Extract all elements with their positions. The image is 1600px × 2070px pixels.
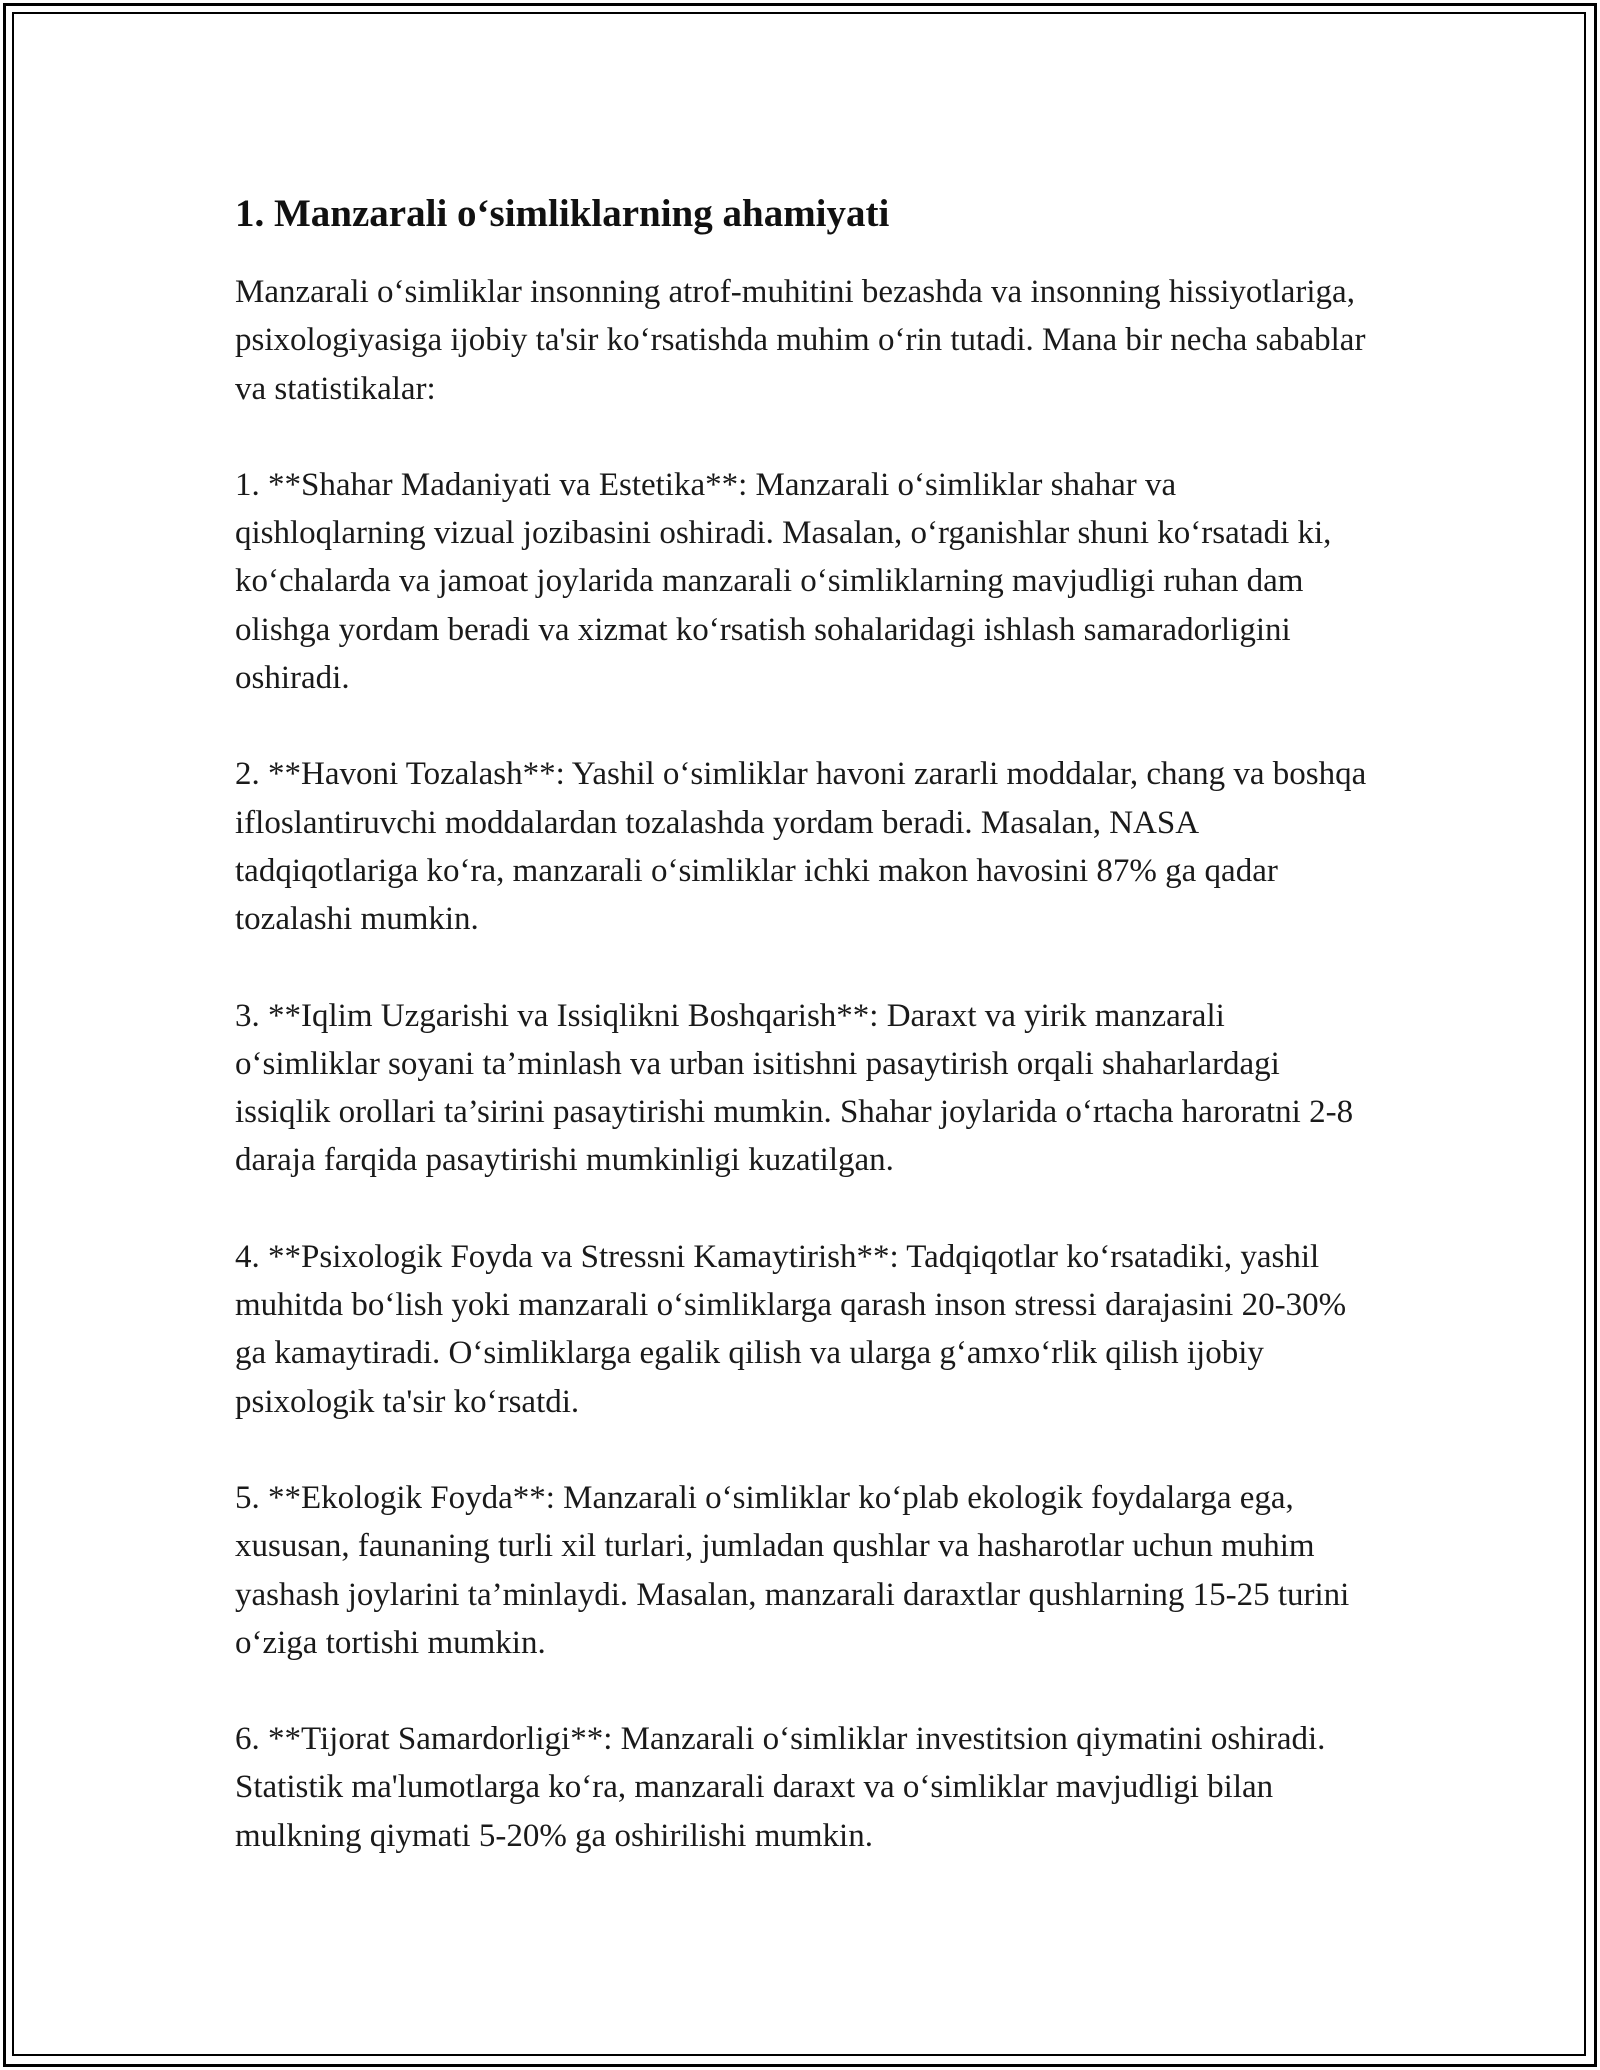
list-item-psychology-stress: 4. **Psixologik Foyda va Stressni Kamaytirish**: Tadqiqotlar ko‘rsatadiki, yashil muhitda bo‘lish yoki manzarali o‘simliklarga qarash inson stressi darajasini 20-30% ga kamaytiradi. O‘simliklarga egalik qilish va ularga g‘amxo‘rlik qilish ijobiy psixologik ta'sir ko‘rsatdi. <box>235 1238 1347 1420</box>
section-heading: 1. Manzarali o‘simliklarning ahamiyati <box>235 192 890 235</box>
list-item-commercial-value: 6. **Tijorat Samardorligi**: Manzarali o‘simliklar investitsion qiymatini oshiradi. Statistik ma'lumotlarga ko‘ra, manzarali daraxt va o‘simliklar mavjudligi bilan mulkning qiymati 5-20% ga oshirilishi mumkin. <box>235 1721 1326 1854</box>
intro-paragraph: Manzarali o‘simliklar insonning atrof-muhitini bezashda va insonning hissiyotlariga, psixologiyasiga ijobiy ta'sir ko‘rsatishda muhim o‘rin tutadi. Mana bir necha sabablar va statistikalar: <box>235 274 1366 407</box>
list-item-ecology: 5. **Ekologik Foyda**: Manzarali o‘simliklar ko‘plab ekologik foydalarga ega, xususan, faunaning turli xil turlari, jumladan qushlar va hasharotlar uchun muhim yashash joylarini ta’minlaydi. Masalan, manzarali daraxtlar qushlarning 15-25 turini o‘ziga tortishi mumkin. <box>235 1479 1350 1661</box>
list-item-climate-heat: 3. **Iqlim Uzgarishi va Issiqlikni Boshqarish**: Daraxt va yirik manzarali o‘simliklar soyani ta’minlash va urban isitishni pasaytirish orqali shaharlardagi issiqlik orollari ta’sirini pasaytirishi mumkin. Shahar joylarida o‘rtacha haroratni 2-8 daraja farqida pasaytirishi mumkinligi kuzatilgan. <box>235 997 1354 1179</box>
document-body <box>235 186 1375 1908</box>
list-item-city-culture: 1. **Shahar Madaniyati va Estetika**: Manzarali o‘simliklar shahar va qishloqlarning vizual jozibasini oshiradi. Masalan, o‘rganishlar shuni ko‘rsatadi ki, ko‘chalarda va jamoat joylarida manzarali o‘simliklarning mavjudligi ruhan dam olishga yordam beradi va xizmat ko‘rsatish sohalaridagi ishlash samaradorligini oshiradi. <box>235 466 1332 697</box>
list-item-air-cleaning: 2. **Havoni Tozalash**: Yashil o‘simliklar havoni zararli moddalar, chang va boshqa ifloslantiruvchi moddalardan tozalashda yordam beradi. Masalan, NASA tadqiqotlariga ko‘ra, manzarali o‘simliklar ichki makon havosini 87% ga qadar tozalashi mumkin. <box>235 756 1367 938</box>
